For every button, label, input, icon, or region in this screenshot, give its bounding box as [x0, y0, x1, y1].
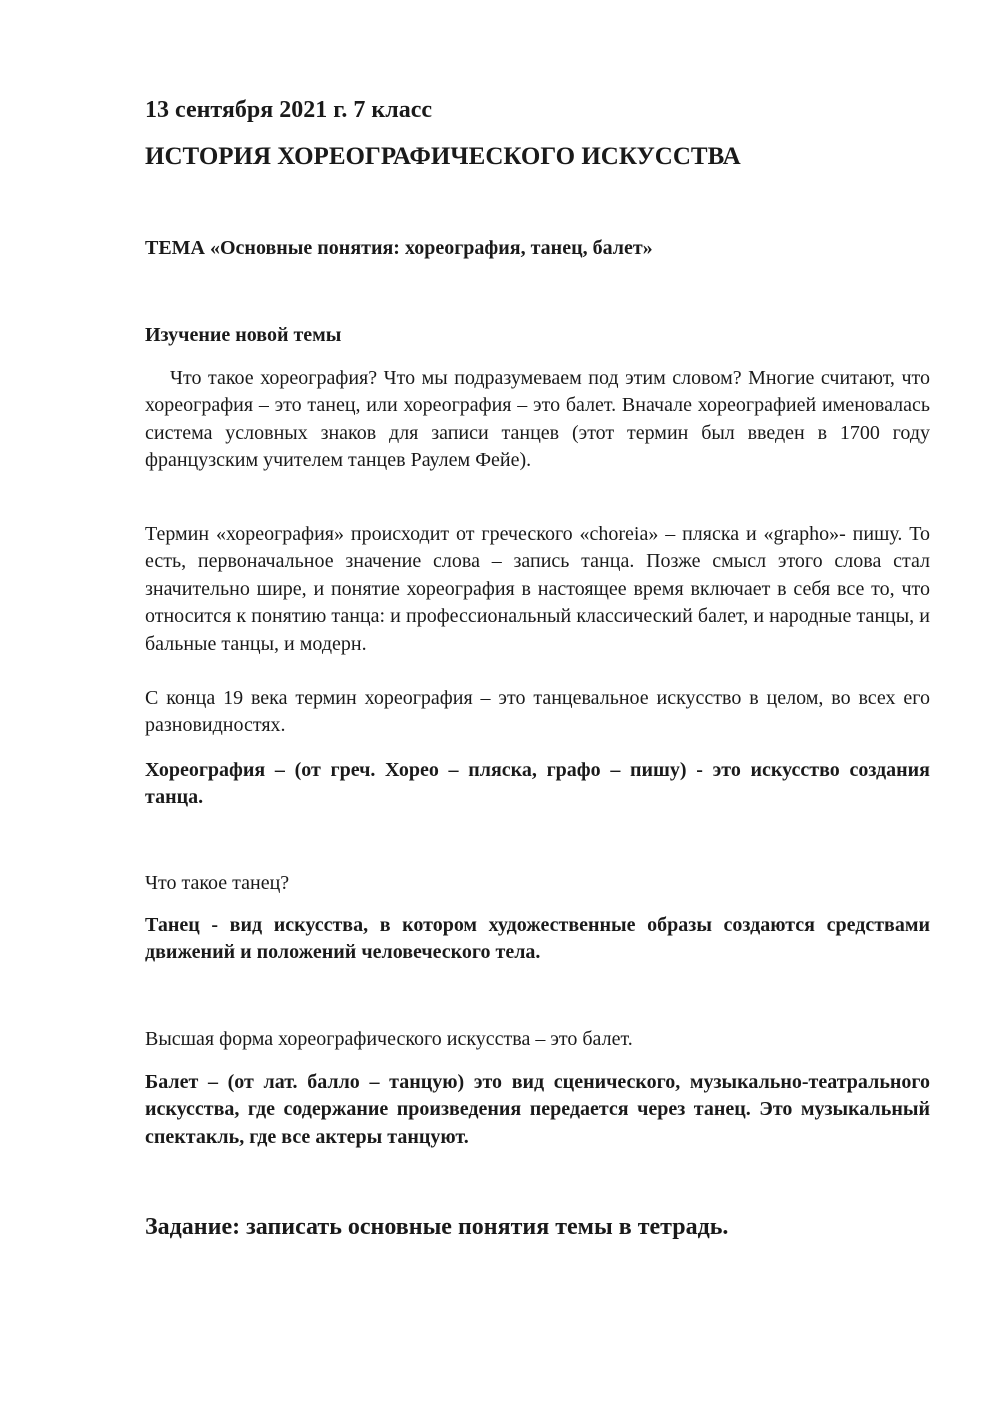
- ballet-definition: Балет – (от лат. балло – танцую) это вид сценического, музыкально-театрального искусства, где содержание произведения передается через танец. Это музыкальный спектакль, где все актеры танцуют.: [145, 1071, 930, 1148]
- intro-paragraph: Что такое хореография? Что мы подразумеваем под этим словом? Многие считают, что хореография – это танец, или хореография – это балет. Вначале хореографией именовалась система условных знаков для записи танцев (этот термин был введен в 1700 году французским учителем танцев Раулем Фейе).: [145, 367, 930, 472]
- document-title: ИСТОРИЯ ХОРЕОГРАФИЧЕСКОГО ИСКУССТВА: [145, 143, 741, 170]
- dance-question: Что такое танец?: [145, 872, 290, 894]
- ballet-intro: Высшая форма хореографического искусства – это балет.: [145, 1028, 633, 1050]
- section-heading: Изучение новой темы: [145, 324, 342, 346]
- dance-definition: Танец - вид искусства, в котором художественные образы создаются средствами движений и положений человеческого тела.: [145, 914, 930, 964]
- etymology-paragraph: Термин «хореография» происходит от греческого «choreia» – пляска и «grapho»- пишу. То есть, первоначальное значение слова – запись танца. Позже смысл этого слова стал значительно шире, и понятие хореография в настоящее время включает в себя все то, что относится к понятию танца: и профессиональный классический балет, и народные танцы, и бальные танцы, и модерн.: [145, 523, 930, 655]
- modern-meaning-paragraph: С конца 19 века термин хореография – это танцевальное искусство в целом, во всех его разновидностях.: [145, 687, 930, 737]
- homework-task: Задание: записать основные понятия темы в тетрадь.: [145, 1214, 729, 1240]
- choreography-definition: Хореография – (от греч. Хорео – пляска, графо – пишу) - это искусство создания танца.: [145, 759, 930, 809]
- date-line: 13 сентября 2021 г. 7 класс: [145, 97, 433, 123]
- lesson-theme: ТЕМА «Основные понятия: хореография, танец, балет»: [145, 237, 653, 259]
